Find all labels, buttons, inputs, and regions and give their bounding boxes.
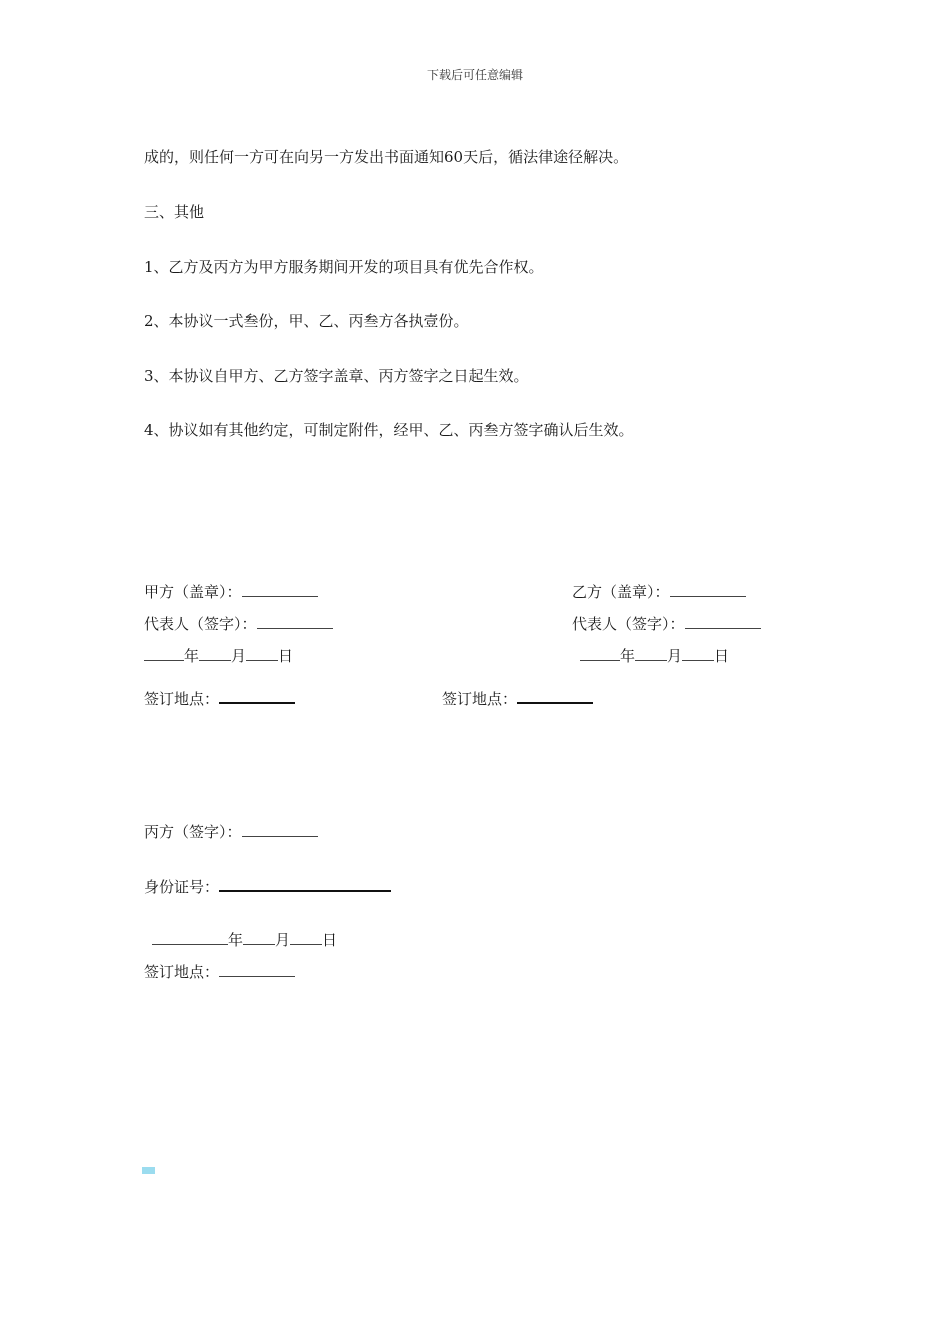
party-b-rep-label: 代表人（签字）： (572, 615, 685, 633)
party-b-year-blank[interactable] (580, 646, 620, 661)
party-b-place-row (442, 688, 593, 709)
party-b-day-label: 日 (714, 647, 730, 665)
party-c-date-row (152, 930, 337, 950)
party-c-place-label: 签订地点： (144, 963, 220, 981)
clause-item-4: 4、协议如有其他约定，可制定附件，经甲、乙、丙叁方签字确认后生效。 (144, 421, 634, 439)
party-a-rep-label: 代表人（签字）： (144, 615, 257, 633)
party-a-rep-blank[interactable] (257, 614, 333, 629)
section-title: 三、其他 (144, 203, 205, 221)
party-b-place-label: 签订地点： (442, 690, 518, 708)
continuation-paragraph: 成的，则任何一方可在向另一方发出书面通知60天后，循法律途径解决。 (144, 148, 629, 166)
clause-item-1: 1、乙方及丙方为甲方服务期间开发的项目具有优先合作权。 (144, 258, 544, 276)
party-a-day-label: 日 (278, 647, 294, 665)
party-b-day-blank[interactable] (682, 646, 714, 661)
party-c-id-label: 身份证号： (144, 878, 220, 896)
party-a-rep-row (144, 614, 333, 634)
footer-marker (142, 1167, 155, 1174)
party-a-seal-label: 甲方（盖章）： (144, 583, 242, 601)
party-c-month-blank[interactable] (243, 930, 275, 945)
party-c-day-blank[interactable] (290, 930, 322, 945)
party-b-seal-label: 乙方（盖章）： (572, 583, 670, 601)
party-c-year-label: 年 (228, 931, 244, 949)
party-b-date-row (580, 646, 729, 666)
party-a-date-row (144, 646, 293, 666)
party-c-year-blank[interactable] (152, 930, 228, 945)
party-a-place-label: 签订地点： (144, 690, 220, 708)
party-c-day-label: 日 (322, 931, 338, 949)
party-c-place-row (144, 962, 295, 982)
party-b-seal-row (572, 582, 746, 602)
party-c-sign-row (144, 822, 318, 842)
party-b-place-blank[interactable] (517, 688, 593, 704)
party-c-sign-label: 丙方（签字）： (144, 823, 242, 841)
party-a-day-blank[interactable] (246, 646, 278, 661)
clause-item-2: 2、本协议一式叁份，甲、乙、丙叁方各执壹份。 (144, 312, 469, 330)
party-a-place-blank[interactable] (219, 688, 295, 704)
party-a-seal-blank[interactable] (242, 582, 318, 597)
clause-item-3: 3、本协议自甲方、乙方签字盖章、丙方签字之日起生效。 (144, 367, 529, 385)
party-c-month-label: 月 (275, 931, 291, 949)
party-b-rep-row (572, 614, 761, 634)
party-a-year-blank[interactable] (144, 646, 184, 661)
party-c-id-blank[interactable] (219, 876, 391, 892)
party-a-month-label: 月 (231, 647, 247, 665)
party-c-place-blank[interactable] (219, 962, 295, 977)
party-a-place-row (144, 688, 295, 709)
party-b-month-label: 月 (667, 647, 683, 665)
party-a-month-blank[interactable] (199, 646, 231, 661)
party-c-sign-blank[interactable] (242, 822, 318, 837)
party-a-seal-row (144, 582, 318, 602)
page-header: 下载后可任意编辑 (426, 68, 523, 82)
party-b-seal-blank[interactable] (670, 582, 746, 597)
party-b-month-blank[interactable] (635, 646, 667, 661)
party-b-rep-blank[interactable] (685, 614, 761, 629)
party-c-id-row (144, 876, 391, 897)
party-b-year-label: 年 (620, 647, 636, 665)
party-a-year-label: 年 (184, 647, 200, 665)
